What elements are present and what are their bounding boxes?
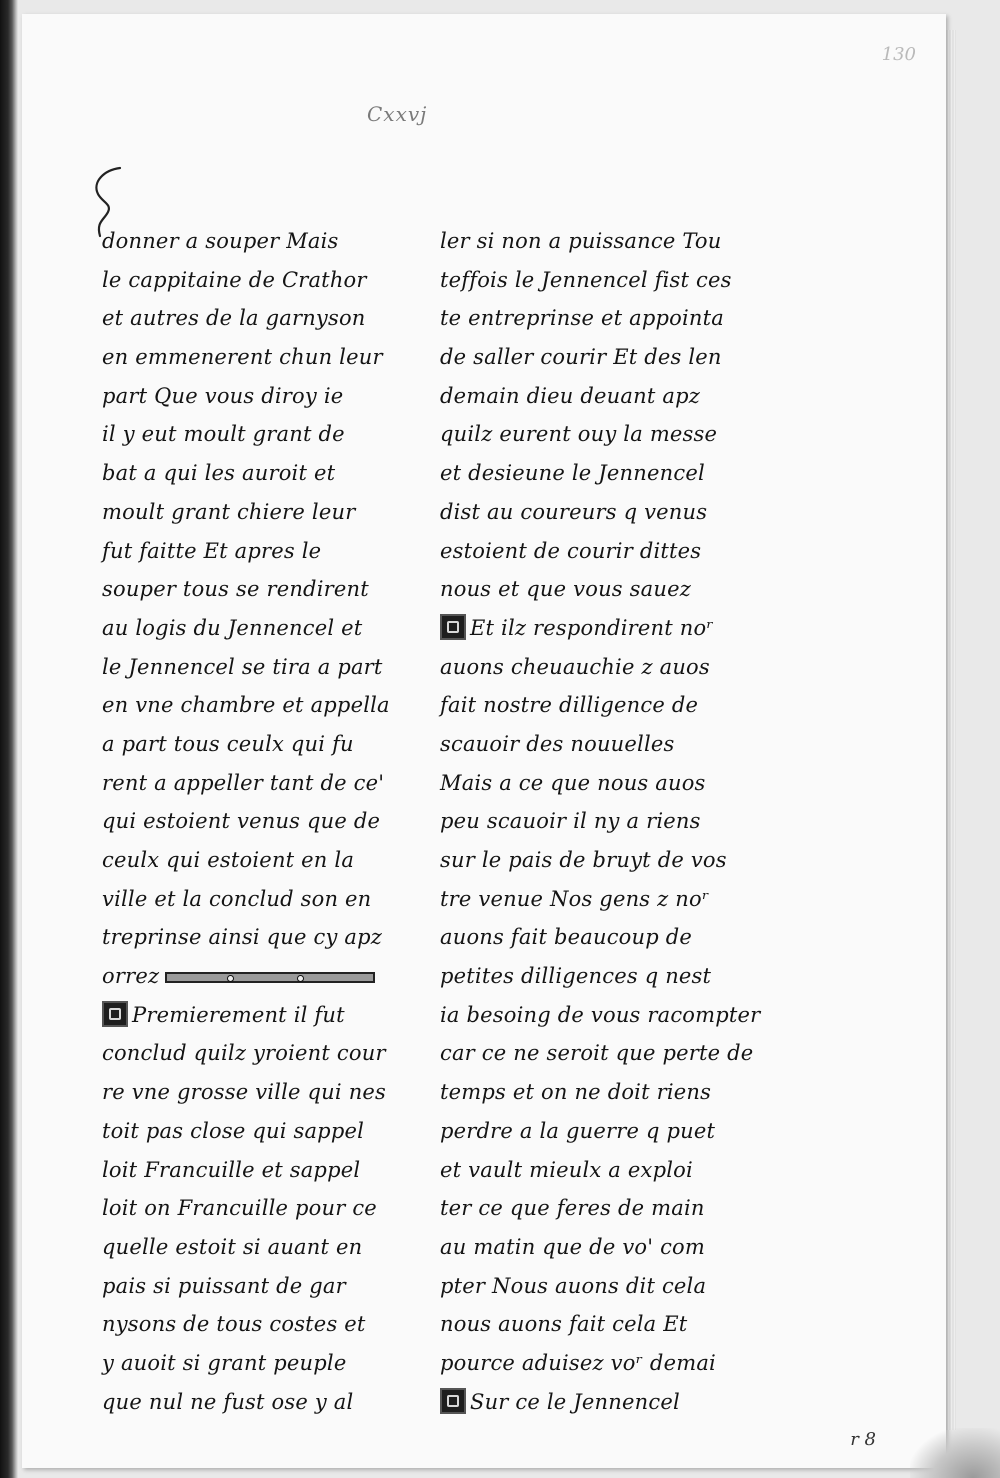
text-line: ceulx qui estoient en la xyxy=(102,848,355,872)
text-line: a part tous ceulx qui fu xyxy=(102,731,354,756)
text-line: le Jennencel se tira a part xyxy=(102,654,383,679)
text-line: rent a appeller tant de ce' xyxy=(102,770,385,795)
text-line: ler si non a puissance Tou xyxy=(440,229,722,253)
chapter-number: Cxxvj xyxy=(367,102,428,126)
text-line: et autres de la garnyson xyxy=(102,306,366,331)
text-line: et vault mieulx a exploi xyxy=(440,1157,693,1182)
text-line: re vne grosse ville qui nes xyxy=(102,1080,387,1105)
text-line: au logis du Jennencel et xyxy=(102,615,363,640)
book-binding xyxy=(0,0,18,1478)
text-line: toit pas close qui sappel xyxy=(102,1118,365,1143)
decorated-initial-icon xyxy=(440,614,466,640)
text-line: tre venue Nos gens z noʳ xyxy=(440,886,710,911)
text-line: loit Francuille et sappel xyxy=(102,1157,361,1182)
text-line: souper tous se rendirent xyxy=(102,577,369,602)
right-text-column xyxy=(440,222,760,1421)
line-filler-ornament-icon xyxy=(165,972,375,983)
text-line: de saller courir Et des len xyxy=(440,345,722,370)
text-line: scauoir des nouuelles xyxy=(440,731,675,756)
text-line: y auoit si grant peuple xyxy=(102,1350,347,1375)
text-line: au matin que de vo' com xyxy=(440,1234,705,1259)
text-line: perdre a la guerre q puet xyxy=(440,1118,716,1143)
text-line-with-filler xyxy=(102,957,402,996)
text-line: en vne chambre et appella xyxy=(102,693,390,718)
text-line: nous auons fait cela Et xyxy=(440,1312,688,1337)
decorated-initial-icon xyxy=(102,1001,128,1027)
text-line: Mais a ce que nous auos xyxy=(440,770,706,795)
text-line: nysons de tous costes et xyxy=(102,1312,366,1337)
text-line: car ce ne seroit que perte de xyxy=(440,1041,754,1066)
text-line: pter Nous auons dit cela xyxy=(440,1273,707,1298)
text-line: il y eut moult grant de xyxy=(102,422,345,447)
text-line-text: Et ilz respondirent noʳ xyxy=(470,615,714,640)
text-line: sur le pais de bruyt de vos xyxy=(440,848,727,872)
text-line: estoient de courir dittes xyxy=(440,538,702,563)
text-line: temps et on ne doit riens xyxy=(440,1080,712,1105)
text-line: pource aduisez voʳ demai xyxy=(440,1350,716,1375)
text-line: treprinse ainsi que cy apz xyxy=(102,925,383,950)
text-line: conclud quilz yroient cour xyxy=(102,1041,386,1066)
text-line: le cappitaine de Crathor xyxy=(102,267,367,292)
text-line: dist au coureurs q venus xyxy=(440,499,708,524)
thumb-shadow xyxy=(910,1428,1000,1478)
text-line: teffois le Jennencel fist ces xyxy=(440,267,732,292)
text-line: ia besoing de vous racompter xyxy=(440,1002,761,1027)
text-line-text: Premierement il fut xyxy=(132,1002,345,1027)
text-line: auons cheuauchie z auos xyxy=(440,654,710,679)
text-line: donner a souper Mais xyxy=(102,229,339,253)
text-line: auons fait beaucoup de xyxy=(440,925,693,950)
text-line-with-initial xyxy=(440,1383,760,1422)
signature-mark: r 8 xyxy=(850,1429,876,1450)
text-line: demain dieu deuant apz xyxy=(440,383,700,408)
text-line: loit on Francuille pour ce xyxy=(102,1196,377,1221)
text-line-text: orrez xyxy=(102,964,160,989)
text-line-with-initial xyxy=(102,996,402,1035)
text-line: pais si puissant de gar xyxy=(102,1273,346,1298)
text-line: quelle estoit si auant en xyxy=(102,1234,363,1259)
text-line: peu scauoir il ny a riens xyxy=(440,809,701,834)
text-line: fut faitte Et apres le xyxy=(102,538,322,563)
text-line: en emmenerent chun leur xyxy=(102,345,383,370)
manuscript-page xyxy=(22,14,946,1468)
text-line-with-initial xyxy=(440,609,760,648)
text-line: quilz eurent ouy la messe xyxy=(440,422,718,447)
decorated-initial-icon xyxy=(440,1388,466,1414)
text-line: part Que vous diroy ie xyxy=(102,383,344,408)
text-line-text: Sur ce le Jennencel xyxy=(470,1389,680,1414)
text-line: et desieune le Jennencel xyxy=(440,461,705,486)
text-line: ter ce que feres de main xyxy=(440,1196,705,1221)
text-line: petites dilligences q nest xyxy=(440,964,712,989)
text-line: moult grant chiere leur xyxy=(102,499,356,524)
text-line: nous et que vous sauez xyxy=(440,577,691,602)
left-text-column xyxy=(102,222,402,1421)
text-line: bat a qui les auroit et xyxy=(102,461,336,486)
folio-number: 130 xyxy=(881,44,916,65)
text-line: qui estoient venus que de xyxy=(102,809,381,834)
text-line: ville et la conclud son en xyxy=(102,886,372,911)
text-line: que nul ne fust ose y al xyxy=(102,1389,354,1414)
text-line: fait nostre dilligence de xyxy=(440,693,699,718)
text-line: te entreprinse et appointa xyxy=(440,306,724,331)
